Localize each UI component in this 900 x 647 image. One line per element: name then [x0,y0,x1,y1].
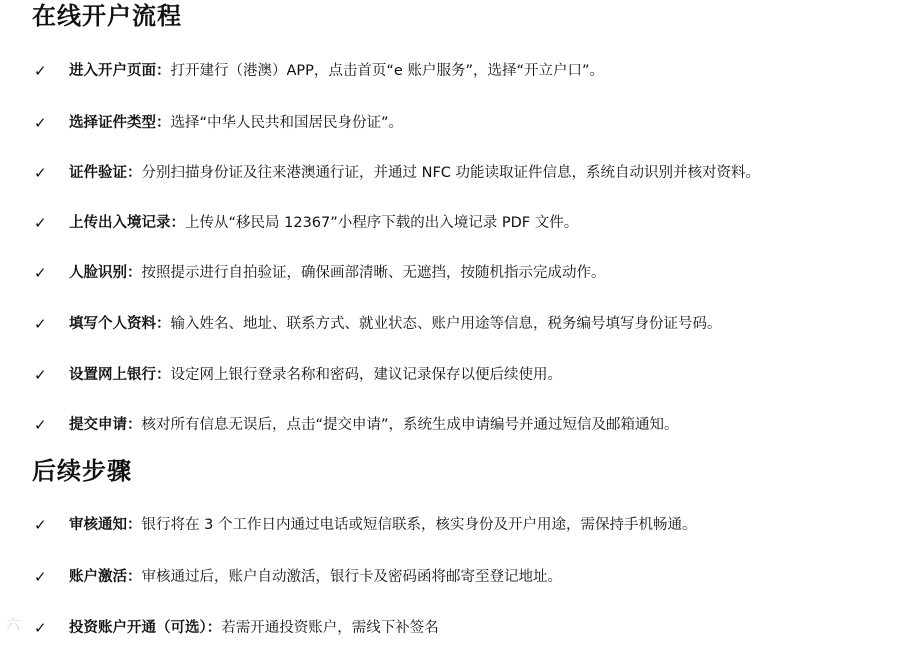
list-item [34,414,890,436]
list-item-label: 提交申请：核对所有信息无误后，点击“提交申请”，系统生成申请编号并通过短信及邮箱通知。 [69,417,679,433]
checkmark-icon: ✓ [34,366,47,384]
list-item-label: 审核通知：银行将在 3 个工作日内通过电话或短信联系，核实身份及开户用途，需保持手机畅通。 [69,517,697,533]
list-item [34,112,890,134]
list-item-text: 审核通过后，账户自动激活，银行卡及密码函将邮寄至登记地址。 [141,569,562,585]
list-item [34,364,890,386]
list-item-text: 按照提示进行自拍验证，确保画部清晰、无遮挡，按随机指示完成动作。 [141,265,606,281]
list-item-label: 证件验证：分别扫描身份证及往来港澳通行证，并通过 NFC 功能读取证件信息，系统自动识别并核对资料。 [69,165,761,181]
list-item-text: 银行将在 3 个工作日内通过电话或短信联系，核实身份及开户用途，需保持手机畅通。 [141,517,697,533]
list-item-text: 上传从“移民局 12367”小程序下载的出入境记录 PDF 文件。 [185,215,579,231]
list-item [34,60,890,82]
list-item-label: 人脸识别：按照提示进行自拍验证，确保画部清晰、无遮挡，按随机指示完成动作。 [69,265,606,281]
list-item-text: 分别扫描身份证及往来港澳通行证，并通过 NFC 功能读取证件信息，系统自动识别并核对资料。 [141,165,761,181]
list-item [34,617,890,639]
list-item-label: 进入开户页面：打开建行（港澳）APP，点击首页“e 账户服务”，选择“开立户口”。 [69,63,604,79]
checkmark-icon: ✓ [34,114,47,132]
section-title-follow-up: 后续步骤 [32,457,132,485]
list-item [34,313,890,335]
checkmark-icon: ✓ [34,62,47,80]
list-item [34,162,890,184]
list-item [34,514,890,536]
list-item-label: 投资账户开通（可选）：若需开通投资账户，需线下补签名 [69,620,439,636]
checkmark-icon: ✓ [34,315,47,333]
list-item-label: 选择证件类型：选择“中华人民共和国居民身份证”。 [69,115,404,131]
checkmark-icon: ✓ [34,568,47,586]
list-item-label: 设置网上银行：设定网上银行登录名称和密码，建议记录保存以便后续使用。 [69,367,562,383]
list-item-text: 若需开通投资账户，需线下补签名 [221,620,439,636]
checkmark-icon: ✓ [34,264,47,282]
watermark-logo: 六 [6,617,20,633]
list-item-text: 选择“中华人民共和国居民身份证”。 [170,115,404,131]
checkmark-icon: ✓ [34,214,47,232]
list-item-text: 核对所有信息无误后，点击“提交申请”，系统生成申请编号并通过短信及邮箱通知。 [141,417,679,433]
list-item-label: 账户激活：审核通过后，账户自动激活，银行卡及密码函将邮寄至登记地址。 [69,569,562,585]
checkmark-icon: ✓ [34,516,47,534]
list-item-text: 设定网上银行登录名称和密码，建议记录保存以便后续使用。 [170,367,562,383]
checkmark-icon: ✓ [34,619,47,637]
list-item [34,212,890,234]
checkmark-icon: ✓ [34,164,47,182]
list-item-text: 打开建行（港澳）APP，点击首页“e 账户服务”，选择“开立户口”。 [170,63,604,79]
list-item-label: 上传出入境记录：上传从“移民局 12367”小程序下载的出入境记录 PDF 文件。 [69,215,579,231]
list-item [34,566,890,588]
checkmark-icon: ✓ [34,416,47,434]
list-item [34,262,890,284]
list-item-text: 输入姓名、地址、联系方式、就业状态、账户用途等信息，税务编号填写身份证号码。 [170,316,722,332]
list-item-label: 填写个人资料：输入姓名、地址、联系方式、就业状态、账户用途等信息，税务编号填写身份证号码。 [69,316,722,332]
section-title-account-opening: 在线开户流程 [32,2,182,30]
